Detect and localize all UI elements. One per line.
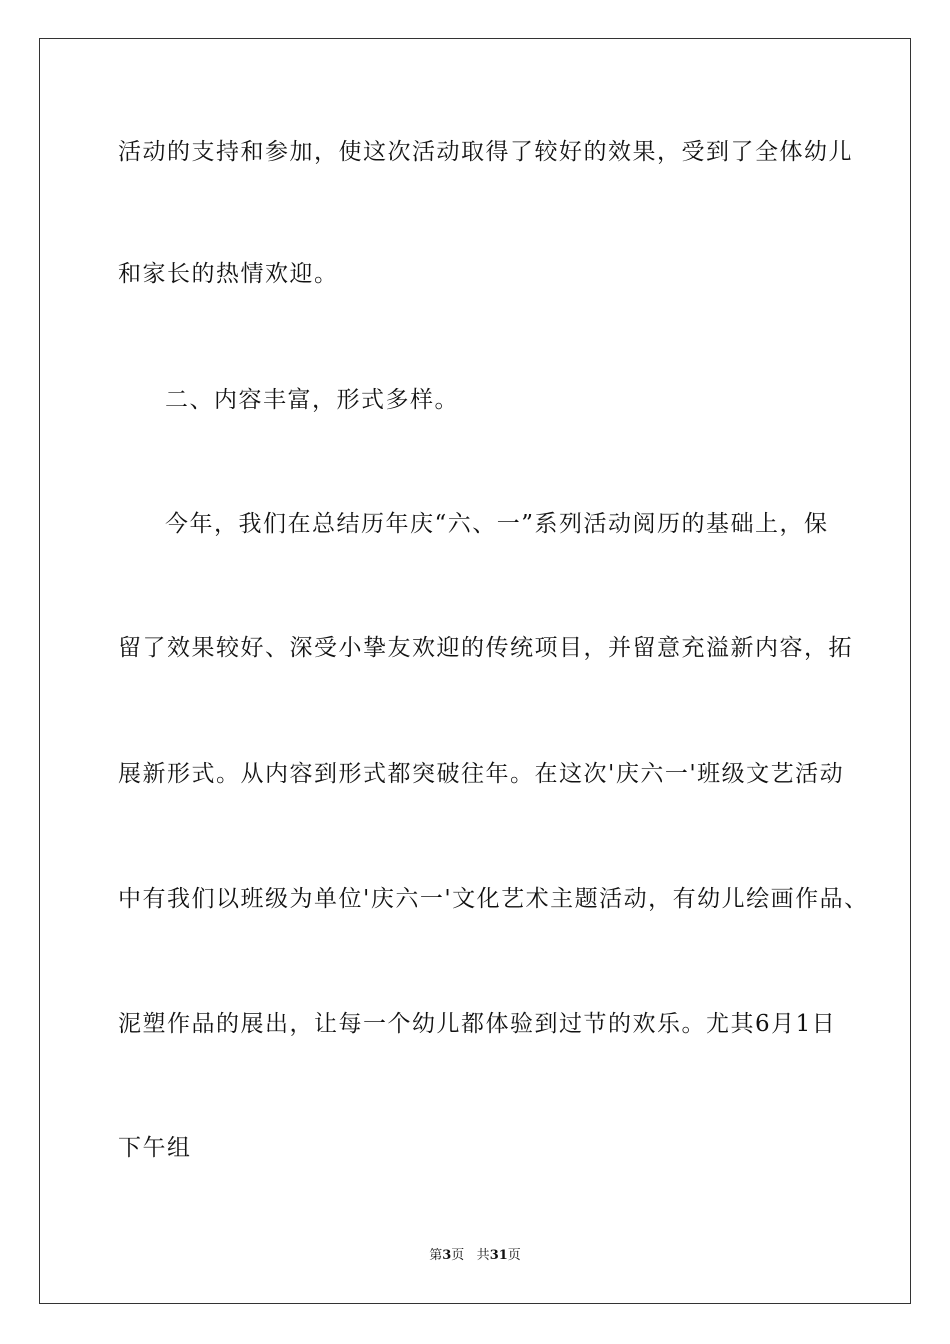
text-line-2: 和家长的热情欢迎。	[118, 261, 339, 287]
text-line-4: 留了效果较好、深受小挚友欢迎的传统项目，并留意充溢新内容，拓	[118, 635, 853, 661]
page-prefix: 第	[429, 1248, 443, 1263]
text-line-5: 展新形式。从内容到形式都突破往年。在这次'庆六一'班级文艺活动	[118, 761, 845, 787]
page-suffix: 页	[451, 1248, 465, 1263]
total-pages: 31	[489, 1248, 508, 1263]
page-number: 3	[442, 1248, 452, 1263]
text-line-3: 今年，我们在总结历年庆“六、一”系列活动阅历的基础上，保	[165, 511, 829, 537]
text-line-8: 下午组	[118, 1135, 192, 1161]
section-heading: 二、内容丰富，形式多样。	[165, 387, 459, 413]
page-footer	[0, 1247, 950, 1265]
text-line-1: 活动的支持和参加，使这次活动取得了较好的效果，受到了全体幼儿	[118, 139, 853, 165]
total-prefix: 共	[476, 1248, 490, 1263]
text-line-7: 泥塑作品的展出，让每一个幼儿都体验到过节的欢乐。尤其6月1日	[118, 1011, 837, 1037]
page-border	[39, 38, 911, 1304]
text-line-6: 中有我们以班级为单位'庆六一'文化艺术主题活动，有幼儿绘画作品、	[118, 886, 869, 912]
total-suffix: 页	[507, 1248, 521, 1263]
